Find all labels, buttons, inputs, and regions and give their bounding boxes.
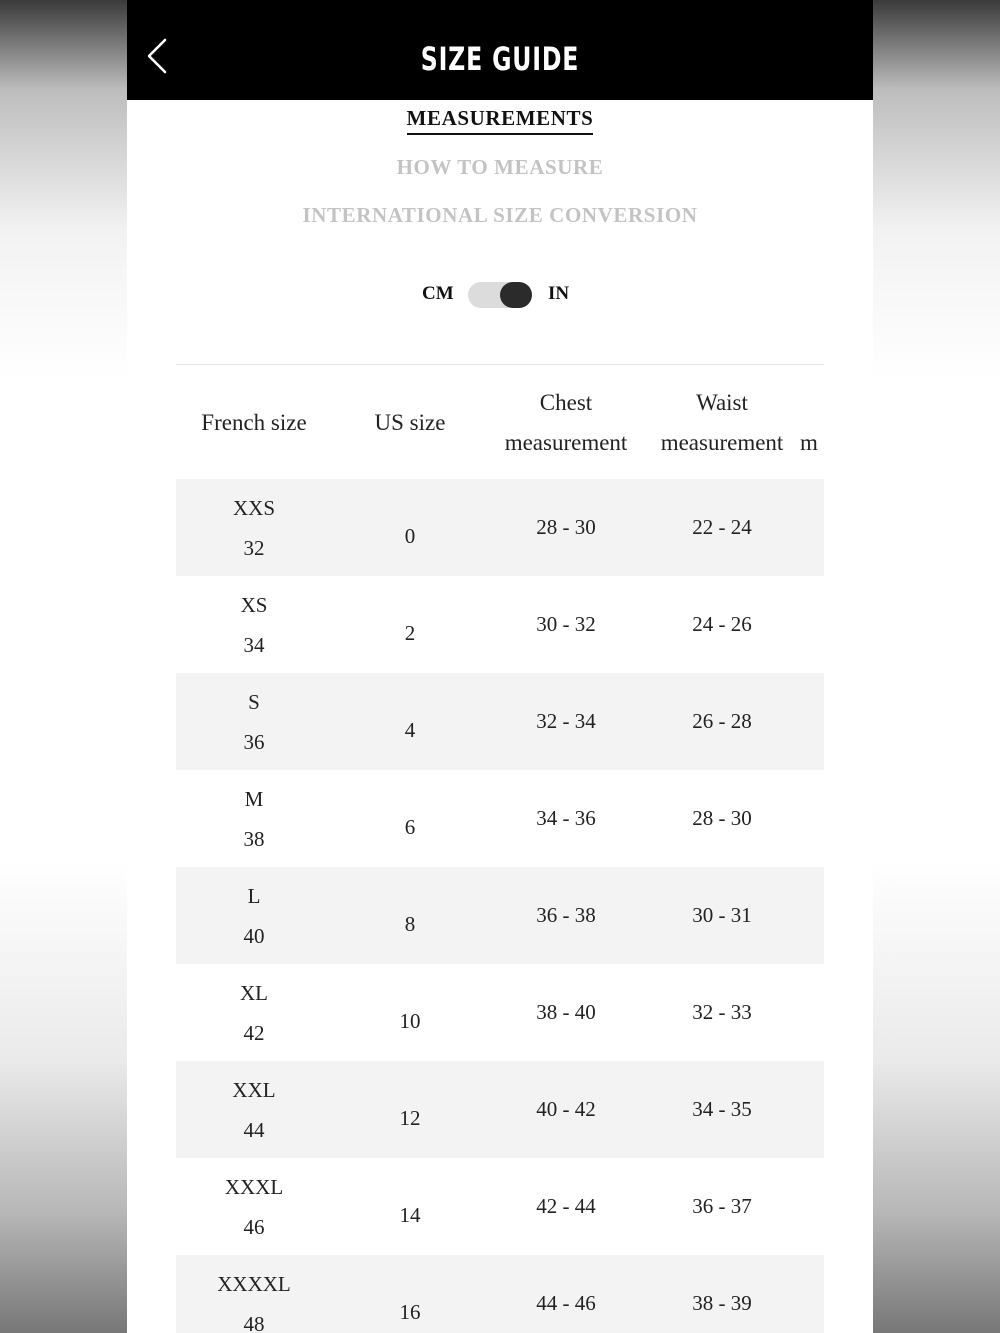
cell-waist-value: 28 - 30 <box>692 806 752 830</box>
cell-chest-value: 40 - 42 <box>536 1097 596 1121</box>
cell-french-size <box>176 673 332 770</box>
table-row <box>176 964 824 1061</box>
cell-french-number: 38 <box>243 826 265 851</box>
cell-chest <box>488 1158 644 1255</box>
cell-chest-value: 44 - 46 <box>536 1291 596 1315</box>
cell-french-number: 44 <box>243 1117 265 1142</box>
header-chest-line2: measurement <box>504 429 628 455</box>
table-row <box>176 576 824 673</box>
cell-chest <box>488 867 644 964</box>
cell-french-letter: XXXL <box>224 1174 284 1199</box>
cell-waist-value: 24 - 26 <box>692 612 752 636</box>
cell-us-size-value: 14 <box>399 1203 421 1227</box>
cell-us-size <box>332 479 488 576</box>
unit-toggle[interactable] <box>468 282 532 308</box>
cell-us-size-value: 6 <box>404 815 416 839</box>
chevron-left-icon <box>141 36 181 76</box>
cell-french-letter: XXS <box>232 495 275 520</box>
cell-french-number: 48 <box>243 1311 265 1333</box>
header-french-size-label: French size <box>201 409 307 435</box>
toggle-knob <box>500 282 532 308</box>
cell-us-size <box>332 964 488 1061</box>
cell-waist-value: 30 - 31 <box>692 903 752 927</box>
cell-chest-value: 38 - 40 <box>536 1000 596 1024</box>
cell-chest <box>488 964 644 1061</box>
header-next-column <box>800 366 824 479</box>
size-guide-screen <box>127 0 873 1333</box>
cell-waist-value: 26 - 28 <box>692 709 752 733</box>
tab-measurements[interactable] <box>127 106 873 135</box>
cell-chest <box>488 673 644 770</box>
cell-chest-value: 36 - 38 <box>536 903 596 927</box>
divider <box>176 364 824 365</box>
cell-chest-value: 34 - 36 <box>536 806 596 830</box>
table-body <box>176 479 824 1333</box>
cell-us-size-value: 16 <box>399 1300 421 1324</box>
cell-chest <box>488 1061 644 1158</box>
table-row <box>176 867 824 964</box>
tab-international-size-conversion[interactable] <box>127 203 873 228</box>
cell-french-number: 46 <box>243 1214 265 1239</box>
table-row <box>176 1158 824 1255</box>
cell-us-size <box>332 1158 488 1255</box>
cell-french-size <box>176 867 332 964</box>
cell-french-size <box>176 576 332 673</box>
page-title: SIZE GUIDE <box>420 40 580 78</box>
cell-french-number: 34 <box>243 632 265 657</box>
cell-french-number: 32 <box>243 535 265 560</box>
cell-us-size <box>332 1061 488 1158</box>
cell-us-size-value: 12 <box>399 1106 421 1130</box>
cell-chest-value: 28 - 30 <box>536 515 596 539</box>
tab-how-to-measure-label: HOW TO MEASURE <box>396 155 604 179</box>
cell-waist <box>644 964 800 1061</box>
header-us-size-label: US size <box>374 409 446 435</box>
back-button[interactable] <box>141 36 181 76</box>
size-table <box>176 366 824 1333</box>
cell-waist-value: 36 - 37 <box>692 1194 752 1218</box>
table-row <box>176 479 824 576</box>
cell-waist <box>644 673 800 770</box>
top-bar <box>127 0 873 100</box>
table-row <box>176 673 824 770</box>
cell-french-number: 36 <box>243 729 265 754</box>
unit-cm-label[interactable]: CM <box>422 283 454 304</box>
cell-french-letter: XXXXL <box>217 1271 291 1296</box>
cell-waist <box>644 770 800 867</box>
cell-us-size <box>332 673 488 770</box>
cell-french-size <box>176 1255 332 1333</box>
cell-french-number: 40 <box>243 923 265 948</box>
cell-waist <box>644 1158 800 1255</box>
cell-waist-value: 32 - 33 <box>692 1000 752 1024</box>
cell-us-size-value: 0 <box>404 524 416 548</box>
header-waist-line1: Waist <box>696 389 748 415</box>
cell-chest <box>488 479 644 576</box>
cell-french-letter: XXL <box>232 1077 276 1102</box>
cell-us-size-value: 2 <box>404 621 416 645</box>
cell-waist-value: 38 - 39 <box>692 1291 752 1315</box>
cell-chest <box>488 576 644 673</box>
header-next-line1 <box>800 383 818 423</box>
cell-french-size <box>176 964 332 1061</box>
tab-how-to-measure[interactable] <box>127 155 873 180</box>
cell-french-letter: M <box>244 786 264 811</box>
table-row <box>176 1255 824 1333</box>
cell-french-letter: L <box>247 883 261 908</box>
header-chest <box>488 366 644 479</box>
cell-french-number: 42 <box>243 1020 265 1045</box>
cell-chest-value: 30 - 32 <box>536 612 596 636</box>
cell-us-size <box>332 576 488 673</box>
cell-french-size <box>176 1061 332 1158</box>
header-waist-line2: measurement <box>660 429 784 455</box>
cell-waist <box>644 1061 800 1158</box>
header-us-size <box>332 366 488 479</box>
cell-french-size <box>176 770 332 867</box>
cell-waist <box>644 1255 800 1333</box>
table-row <box>176 770 824 867</box>
cell-us-size <box>332 1255 488 1333</box>
cell-us-size-value: 4 <box>404 718 416 742</box>
header-waist <box>644 366 800 479</box>
cell-chest-value: 42 - 44 <box>536 1194 596 1218</box>
cell-waist-value: 22 - 24 <box>692 515 752 539</box>
cell-french-size <box>176 479 332 576</box>
cell-us-size-value: 8 <box>404 912 416 936</box>
cell-waist <box>644 576 800 673</box>
cell-french-letter: XL <box>240 980 268 1005</box>
tab-measurements-label: MEASUREMENTS <box>407 106 594 135</box>
cell-waist <box>644 479 800 576</box>
cell-us-size <box>332 770 488 867</box>
cell-chest <box>488 1255 644 1333</box>
cell-french-letter: S <box>248 689 260 714</box>
table-row <box>176 1061 824 1158</box>
cell-us-size-value: 10 <box>399 1009 421 1033</box>
cell-french-size <box>176 1158 332 1255</box>
cell-waist <box>644 867 800 964</box>
unit-in-label[interactable]: IN <box>548 283 570 304</box>
cell-us-size <box>332 867 488 964</box>
header-next-line2: m <box>800 429 818 455</box>
table-header-row <box>176 366 824 479</box>
tab-international-label: INTERNATIONAL SIZE CONVERSION <box>302 203 698 227</box>
header-chest-line1: Chest <box>539 389 593 415</box>
cell-chest <box>488 770 644 867</box>
cell-waist-value: 34 - 35 <box>692 1097 752 1121</box>
header-french-size <box>176 366 332 479</box>
cell-chest-value: 32 - 34 <box>536 709 596 733</box>
cell-french-letter: XS <box>240 592 268 617</box>
